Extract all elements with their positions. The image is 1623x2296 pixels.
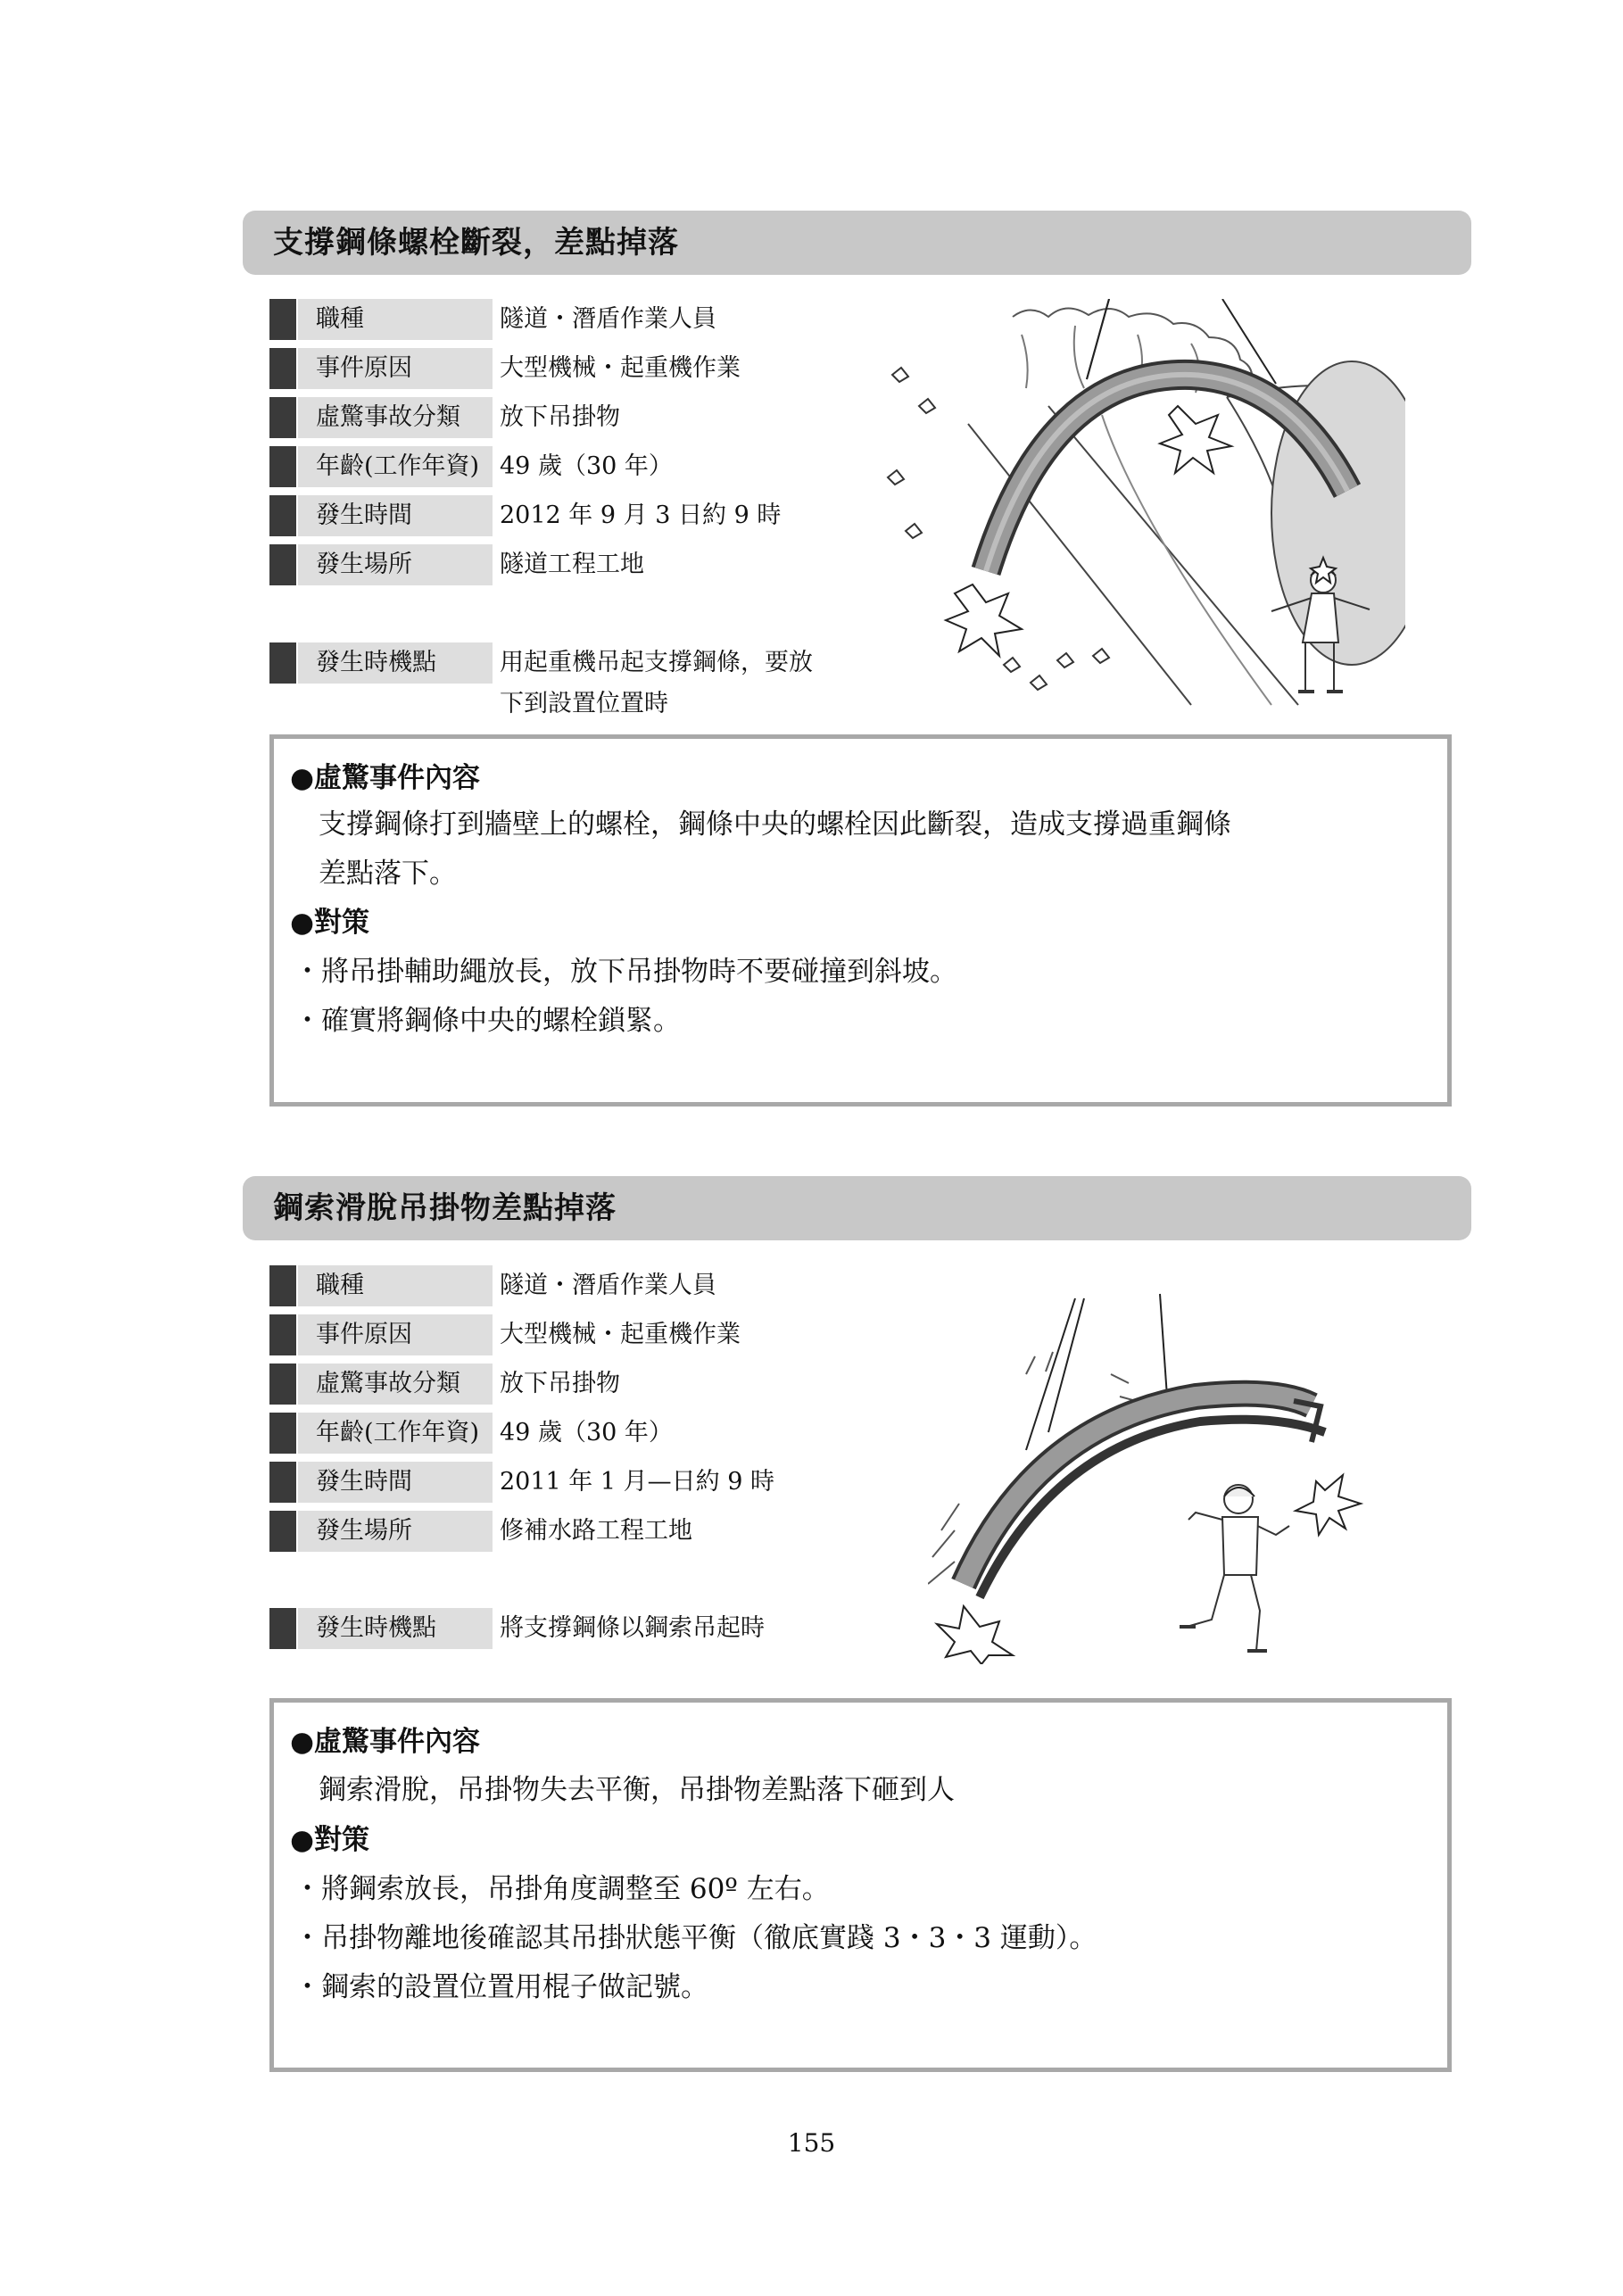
label-tab [269,495,296,536]
wire-rope-slip-illustration [928,1289,1410,1664]
measure-item: ・將吊掛輔助繩放長，放下吊掛物時不要碰撞到斜坡。 [294,956,957,988]
info-row-place [269,544,894,585]
info-value: 隧道工程工地 [500,551,644,578]
label-tab [269,1265,296,1306]
label-tab [269,642,296,684]
info-label: 發生場所 [298,544,493,585]
info-row-time [269,495,894,536]
label-tab [269,299,296,340]
info-row-place [269,1511,894,1552]
section-2-content-box [269,1698,1452,2072]
measure-item: ・確實將鋼條中央的螺栓鎖緊。 [294,1005,681,1037]
section-2-title: 鋼索滑脫吊掛物差點掉落 [273,1190,617,1226]
section-1-content-box [269,734,1452,1107]
info-value-cont: 下到設置位置時 [500,690,668,717]
label-tab [269,1314,296,1355]
info-label: 發生場所 [298,1511,493,1552]
info-value: 49 歲（30 年） [500,1419,673,1446]
info-row-age [269,1413,894,1454]
info-value: 用起重機吊起支撐鋼條，要放 [500,649,813,676]
info-value: 修補水路工程工地 [500,1517,692,1545]
info-row-category [269,397,894,438]
info-value: 大型機械・起重機作業 [500,1321,741,1348]
info-row-cause [269,1314,894,1355]
info-value: 放下吊掛物 [500,403,620,431]
info-row-timing [269,642,894,717]
info-label: 虛驚事故分類 [298,1364,493,1405]
info-row-age [269,446,894,487]
label-tab [269,1462,296,1503]
info-label: 職種 [298,1265,493,1306]
label-tab [269,1413,296,1454]
info-label: 年齡(工作年資) [298,1413,493,1454]
info-label: 發生時機點 [298,642,493,684]
info-label: 發生時間 [298,1462,493,1503]
info-value: 隧道・潛盾作業人員 [500,1272,716,1299]
content-line: 差點落下。 [319,858,457,890]
measures-heading: ●對策 [290,1824,370,1856]
info-row-job [269,299,894,340]
info-row-time [269,1462,894,1503]
info-value: 49 歲（30 年） [500,452,673,480]
content-heading: ●虛驚事件內容 [290,762,481,794]
content-heading: ●虛驚事件內容 [290,1726,481,1758]
info-value: 2012 年 9 月 3 日約 9 時 [500,501,782,529]
label-tab [269,1364,296,1405]
info-label: 事件原因 [298,1314,493,1355]
info-value: 放下吊掛物 [500,1370,620,1397]
info-row-job [269,1265,894,1306]
info-label: 職種 [298,299,493,340]
info-row-timing [269,1608,894,1649]
content-line: 鋼索滑脫，吊掛物失去平衡，吊掛物差點落下砸到人 [319,1774,955,1806]
info-row-category [269,1364,894,1405]
label-tab [269,348,296,389]
label-tab [269,544,296,585]
info-label: 發生時機點 [298,1608,493,1649]
tunnel-support-illustration [870,299,1405,709]
content-line: 支撐鋼條打到牆壁上的螺栓，鋼條中央的螺栓因此斷裂，造成支撐過重鋼條 [319,808,1231,841]
info-value: 2011 年 1 月—日約 9 時 [500,1468,774,1496]
info-value: 將支撐鋼條以鋼索吊起時 [500,1614,765,1642]
info-label: 虛驚事故分類 [298,397,493,438]
info-label: 事件原因 [298,348,493,389]
label-tab [269,446,296,487]
measure-item: ・吊掛物離地後確認其吊掛狀態平衡（徹底實踐 3・3・3 運動）。 [294,1922,1097,1954]
info-label: 發生時間 [298,495,493,536]
section-2-title-bar [243,1176,1471,1240]
info-label: 年齡(工作年資) [298,446,493,487]
label-tab [269,1608,296,1649]
info-value: 大型機械・起重機作業 [500,354,741,382]
measure-item: ・鋼索的設置位置用棍子做記號。 [294,1971,708,2003]
measures-heading: ●對策 [290,907,370,939]
page-number: 155 [787,2128,836,2158]
label-tab [269,397,296,438]
info-value: 隧道・潛盾作業人員 [500,305,716,333]
info-row-cause [269,348,894,389]
section-1-title: 支撐鋼條螺栓斷裂，差點掉落 [273,225,679,261]
label-tab [269,1511,296,1552]
section-1-title-bar [243,211,1471,275]
measure-item: ・將鋼索放長，吊掛角度調整至 60º 左右。 [294,1873,830,1905]
